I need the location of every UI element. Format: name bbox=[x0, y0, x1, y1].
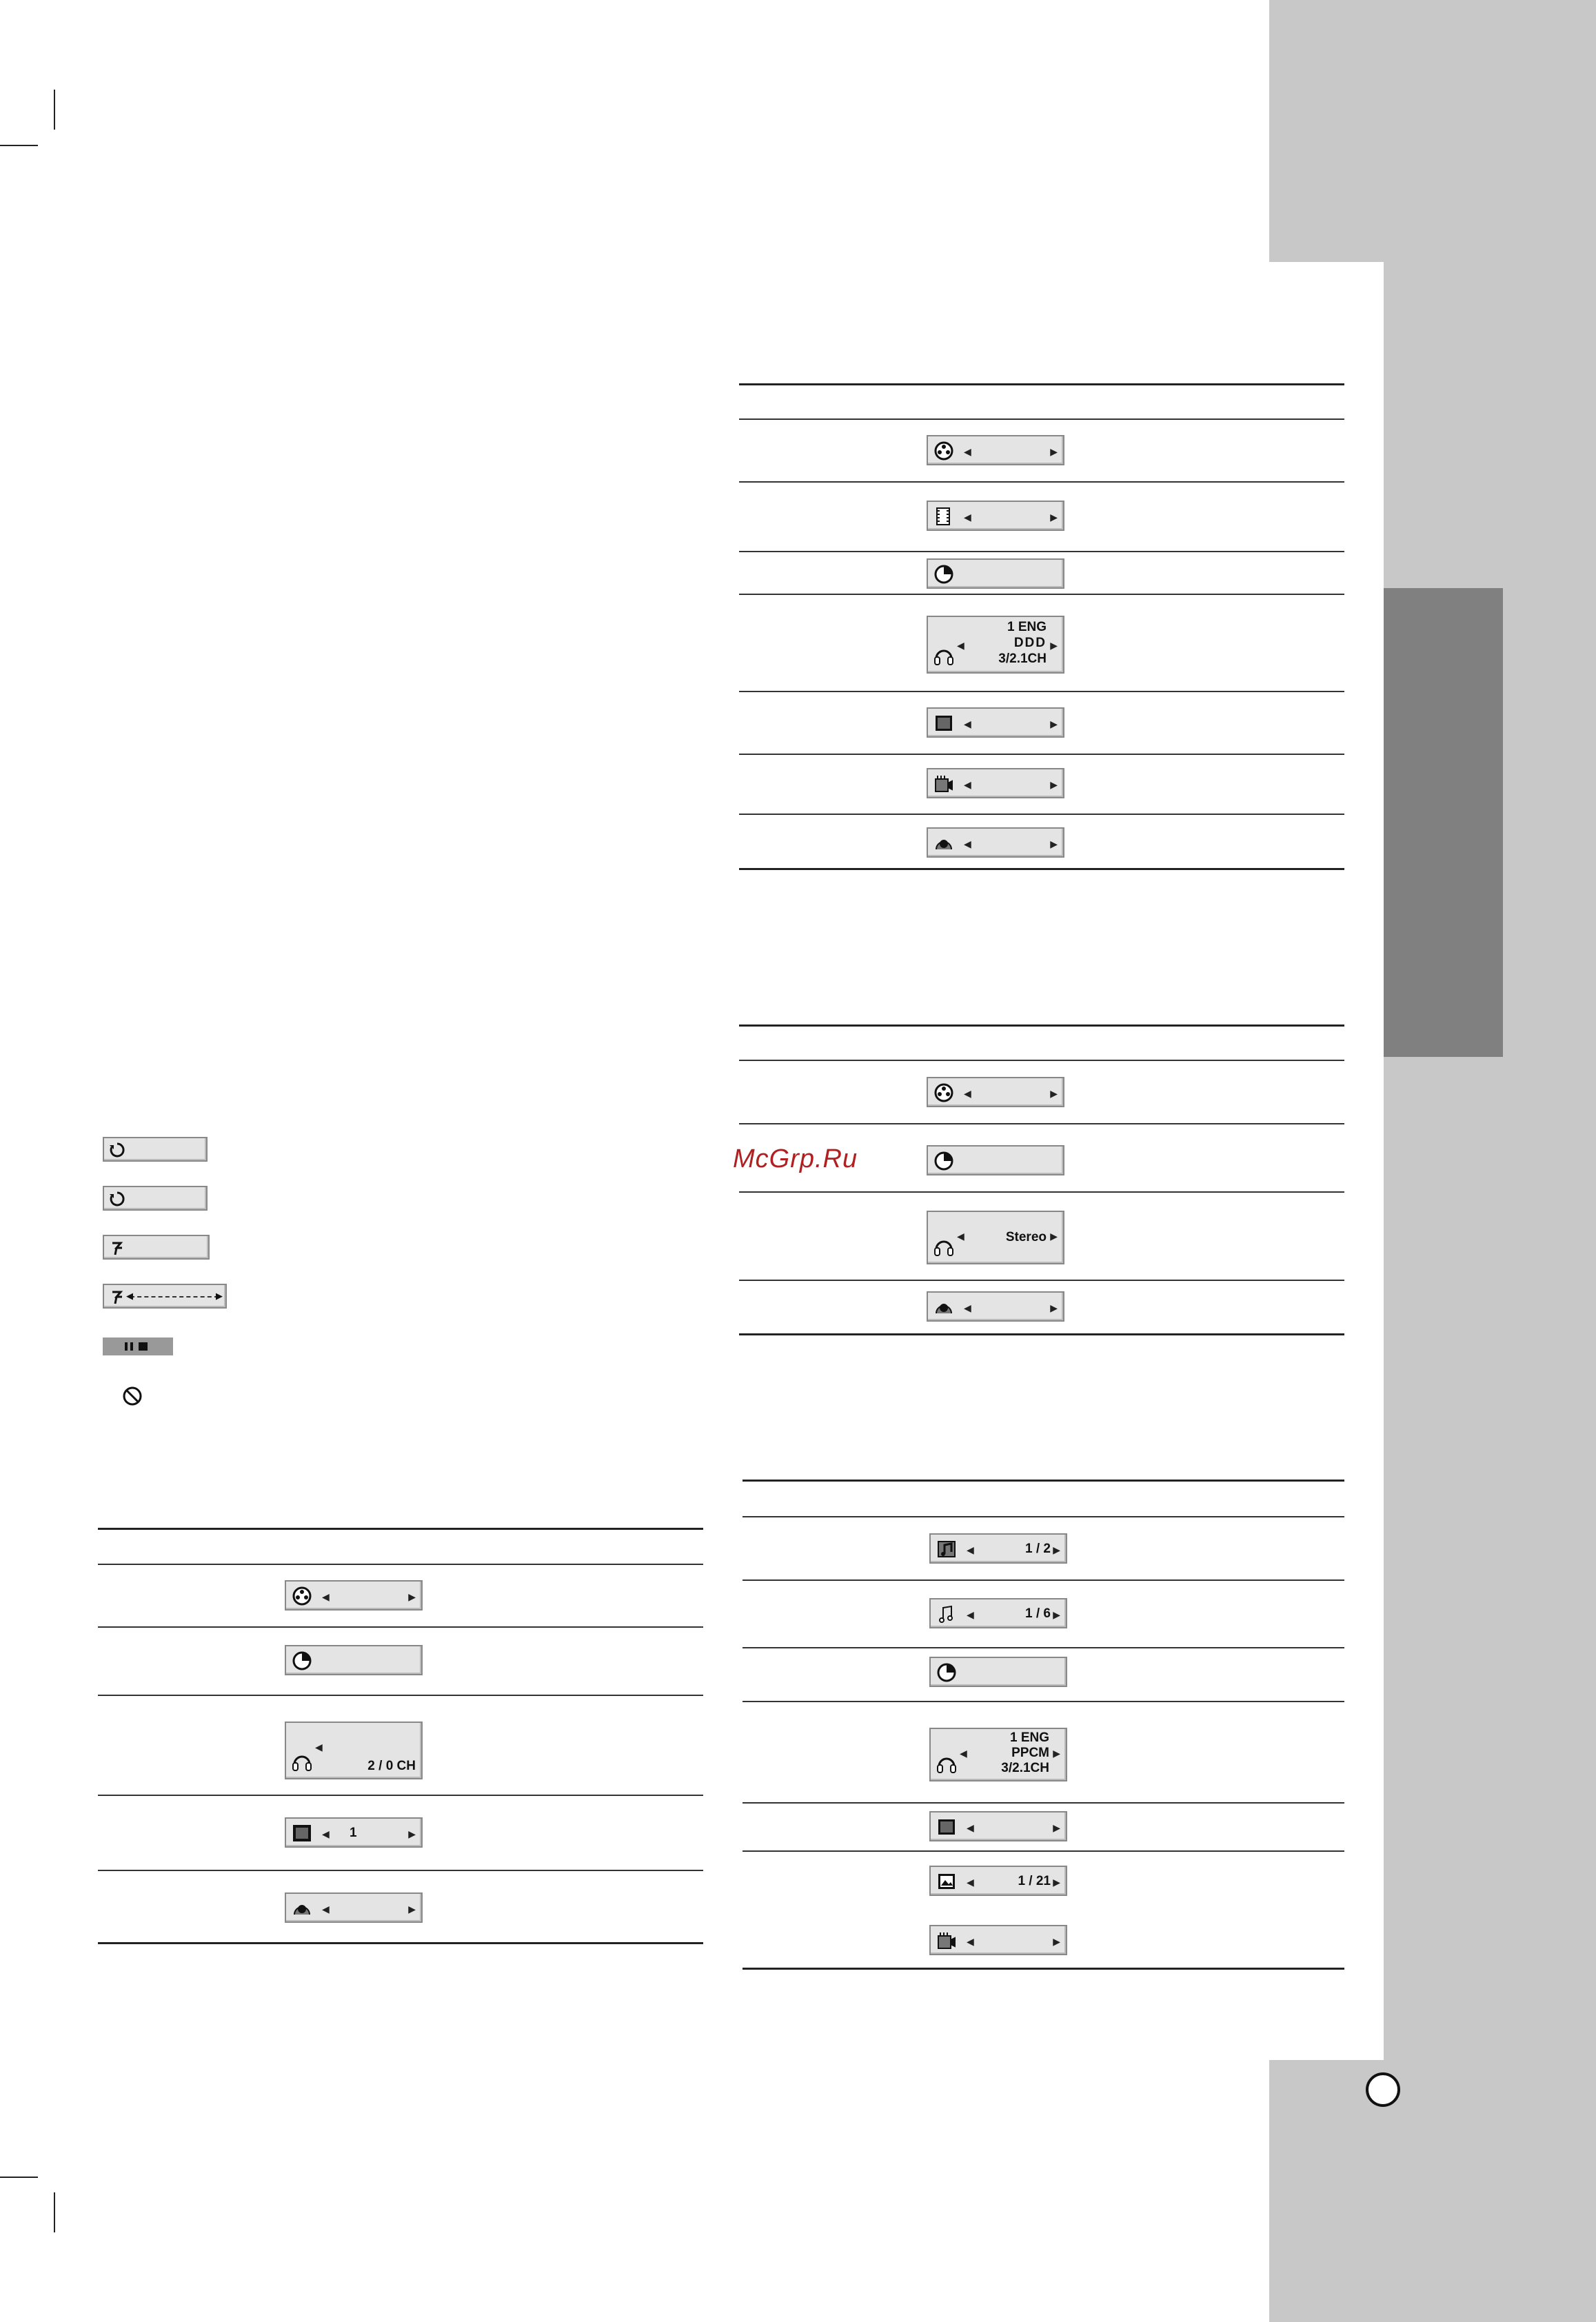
table-rule bbox=[739, 1333, 1344, 1335]
table-rule bbox=[98, 1528, 703, 1530]
skip-slider-indicator bbox=[103, 1284, 227, 1309]
title-icon bbox=[933, 441, 954, 461]
side-band-bottom bbox=[1269, 2060, 1596, 2322]
left-arrow: ◀ bbox=[964, 838, 971, 849]
audio-language: 1 ENG bbox=[1009, 1730, 1049, 1745]
right-arrow: ▶ bbox=[408, 1828, 416, 1839]
time-icon bbox=[933, 1151, 954, 1171]
right-arrow: ▶ bbox=[1050, 640, 1058, 651]
slider-track bbox=[130, 1296, 219, 1298]
table-rule bbox=[743, 1647, 1344, 1648]
osd-chapter-box[interactable] bbox=[927, 501, 1064, 531]
left-arrow: ◀ bbox=[957, 1231, 964, 1242]
right-arrow: ▶ bbox=[1053, 1877, 1060, 1888]
picture-icon bbox=[936, 1871, 957, 1892]
crop-mark bbox=[54, 90, 55, 130]
left-arrow: ◀ bbox=[964, 1302, 971, 1313]
osd-subtitle-box[interactable] bbox=[927, 707, 1064, 738]
sound-icon bbox=[933, 833, 954, 854]
right-arrow: ▶ bbox=[1053, 1936, 1060, 1947]
right-arrow: ▶ bbox=[1053, 1748, 1060, 1759]
table-rule bbox=[739, 1280, 1344, 1281]
crop-mark bbox=[54, 2192, 55, 2232]
osd-time-box[interactable] bbox=[927, 558, 1064, 589]
right-arrow: ▶ bbox=[1053, 1822, 1060, 1833]
audio-icon bbox=[292, 1752, 312, 1773]
right-arrow: ▶ bbox=[408, 1591, 416, 1602]
crop-mark bbox=[0, 145, 38, 146]
osd-audio-box[interactable] bbox=[285, 1722, 423, 1779]
osd-audio-box[interactable] bbox=[927, 616, 1064, 674]
slider-right-arrow: ▶ bbox=[216, 1291, 223, 1301]
right-arrow: ▶ bbox=[1050, 512, 1058, 523]
skip-slider-icon bbox=[108, 1288, 126, 1306]
left-arrow: ◀ bbox=[967, 1822, 974, 1833]
right-arrow: ▶ bbox=[1050, 718, 1058, 729]
osd-track-box[interactable] bbox=[929, 1533, 1067, 1564]
left-arrow: ◀ bbox=[967, 1544, 974, 1555]
osd-audio-box[interactable] bbox=[929, 1728, 1067, 1781]
left-arrow: ◀ bbox=[957, 640, 964, 651]
chapter-icon bbox=[933, 506, 954, 527]
sound-icon bbox=[933, 1297, 954, 1318]
table-rule bbox=[739, 1024, 1344, 1027]
replay-indicator bbox=[103, 1137, 208, 1162]
pause-stop-indicator bbox=[103, 1337, 173, 1355]
audio-channels: 3/2.1CH bbox=[998, 652, 1047, 666]
osd-subtitle-box[interactable] bbox=[929, 1811, 1067, 1841]
time-icon bbox=[936, 1662, 957, 1683]
audio-icon bbox=[933, 646, 954, 667]
table-rule bbox=[739, 868, 1344, 870]
osd-song-box[interactable] bbox=[929, 1598, 1067, 1628]
side-band-top bbox=[1269, 0, 1596, 262]
table-rule bbox=[739, 814, 1344, 815]
table-rule bbox=[739, 1191, 1344, 1193]
table-rule bbox=[743, 1480, 1344, 1482]
audio-format: PPCM bbox=[1011, 1746, 1049, 1760]
right-arrow: ▶ bbox=[408, 1904, 416, 1915]
table-rule bbox=[739, 1123, 1344, 1124]
slider-left-arrow: ◀ bbox=[126, 1291, 133, 1301]
table-rule bbox=[743, 1968, 1344, 1970]
osd-title-box[interactable] bbox=[927, 1077, 1064, 1107]
angle-icon bbox=[933, 774, 954, 794]
sound-value: 1 bbox=[350, 1826, 357, 1840]
table-rule bbox=[743, 1802, 1344, 1804]
audio-format: DDD bbox=[1013, 636, 1047, 650]
left-arrow: ◀ bbox=[322, 1591, 330, 1602]
left-arrow: ◀ bbox=[964, 1088, 971, 1099]
left-arrow: ◀ bbox=[960, 1748, 967, 1759]
right-arrow: ▶ bbox=[1050, 838, 1058, 849]
replay-icon bbox=[108, 1190, 126, 1208]
right-arrow: ▶ bbox=[1050, 1231, 1058, 1242]
time-icon bbox=[933, 564, 954, 585]
osd-sound-mode-box[interactable] bbox=[927, 1291, 1064, 1322]
audio-channel-value: 2 / 0 CH bbox=[367, 1759, 416, 1773]
left-arrow: ◀ bbox=[964, 512, 971, 523]
crop-mark bbox=[0, 2177, 38, 2178]
left-arrow: ◀ bbox=[964, 718, 971, 729]
subtitle-icon bbox=[933, 713, 954, 734]
side-band-right bbox=[1384, 262, 1596, 2061]
track-icon bbox=[936, 1539, 957, 1559]
osd-picture-box[interactable] bbox=[929, 1866, 1067, 1896]
subtitle-icon bbox=[936, 1817, 957, 1837]
osd-sound-mode-box[interactable] bbox=[285, 1892, 423, 1923]
table-rule bbox=[739, 691, 1344, 692]
osd-angle-box[interactable] bbox=[927, 768, 1064, 798]
table-rule bbox=[739, 418, 1344, 420]
table-rule bbox=[739, 1060, 1344, 1061]
audio-language: 1 ENG bbox=[1007, 620, 1047, 634]
right-arrow: ▶ bbox=[1050, 1088, 1058, 1099]
table-rule bbox=[739, 754, 1344, 755]
right-arrow: ▶ bbox=[1053, 1544, 1060, 1555]
right-arrow: ▶ bbox=[1050, 446, 1058, 457]
osd-angle-box[interactable] bbox=[929, 1925, 1067, 1955]
left-arrow: ◀ bbox=[967, 1936, 974, 1947]
osd-time-box[interactable] bbox=[929, 1657, 1067, 1687]
left-arrow: ◀ bbox=[964, 779, 971, 790]
page-number-circle bbox=[1366, 2072, 1400, 2107]
prohibited-icon bbox=[121, 1385, 143, 1407]
osd-sound-box[interactable] bbox=[285, 1817, 423, 1848]
audio-mode-value: Stereo bbox=[1005, 1230, 1047, 1244]
skip-icon bbox=[108, 1239, 126, 1257]
replay-icon bbox=[108, 1141, 126, 1159]
photo-value: 1 / 21 bbox=[1018, 1874, 1051, 1888]
skip-indicator bbox=[103, 1235, 210, 1260]
right-arrow: ▶ bbox=[1050, 1302, 1058, 1313]
osd-audio-box[interactable] bbox=[927, 1211, 1064, 1264]
right-arrow: ▶ bbox=[1053, 1609, 1060, 1620]
table-rule bbox=[743, 1701, 1344, 1702]
table-rule bbox=[98, 1870, 703, 1871]
left-arrow: ◀ bbox=[315, 1742, 323, 1753]
audio-icon bbox=[933, 1237, 954, 1258]
osd-time-box[interactable] bbox=[927, 1145, 1064, 1175]
left-arrow: ◀ bbox=[967, 1609, 974, 1620]
table-rule bbox=[743, 1850, 1344, 1852]
track-value: 1 / 2 bbox=[1025, 1542, 1051, 1556]
table-rule bbox=[739, 383, 1344, 385]
table-rule bbox=[98, 1626, 703, 1628]
song-value: 1 / 6 bbox=[1025, 1606, 1051, 1621]
table-rule bbox=[739, 594, 1344, 595]
watermark: McGrp.Ru bbox=[733, 1144, 858, 1173]
left-arrow: ◀ bbox=[322, 1828, 330, 1839]
left-arrow: ◀ bbox=[964, 446, 971, 457]
audio-icon bbox=[936, 1754, 957, 1775]
right-arrow: ▶ bbox=[1050, 779, 1058, 790]
table-rule bbox=[743, 1516, 1344, 1517]
table-rule bbox=[98, 1564, 703, 1565]
time-icon bbox=[292, 1650, 312, 1671]
table-rule bbox=[98, 1795, 703, 1796]
table-rule bbox=[743, 1579, 1344, 1581]
sound-icon bbox=[292, 1898, 312, 1919]
section-tab bbox=[1384, 588, 1503, 1057]
subtitle-icon bbox=[292, 1823, 312, 1844]
table-rule bbox=[739, 481, 1344, 483]
osd-sound-mode-box[interactable] bbox=[927, 827, 1064, 858]
table-rule bbox=[98, 1942, 703, 1944]
left-arrow: ◀ bbox=[322, 1904, 330, 1915]
pause-stop-icon bbox=[123, 1340, 154, 1353]
song-icon bbox=[936, 1604, 957, 1624]
table-rule bbox=[98, 1695, 703, 1696]
title-icon bbox=[933, 1082, 954, 1103]
audio-channels: 3/2.1CH bbox=[1001, 1761, 1049, 1775]
table-rule bbox=[739, 551, 1344, 552]
osd-time-box[interactable] bbox=[285, 1645, 423, 1675]
osd-title-box[interactable] bbox=[285, 1580, 423, 1611]
replay-indicator bbox=[103, 1186, 208, 1211]
osd-title-box[interactable] bbox=[927, 435, 1064, 465]
angle-icon bbox=[936, 1930, 957, 1951]
title-icon bbox=[292, 1586, 312, 1606]
left-arrow: ◀ bbox=[967, 1877, 974, 1888]
